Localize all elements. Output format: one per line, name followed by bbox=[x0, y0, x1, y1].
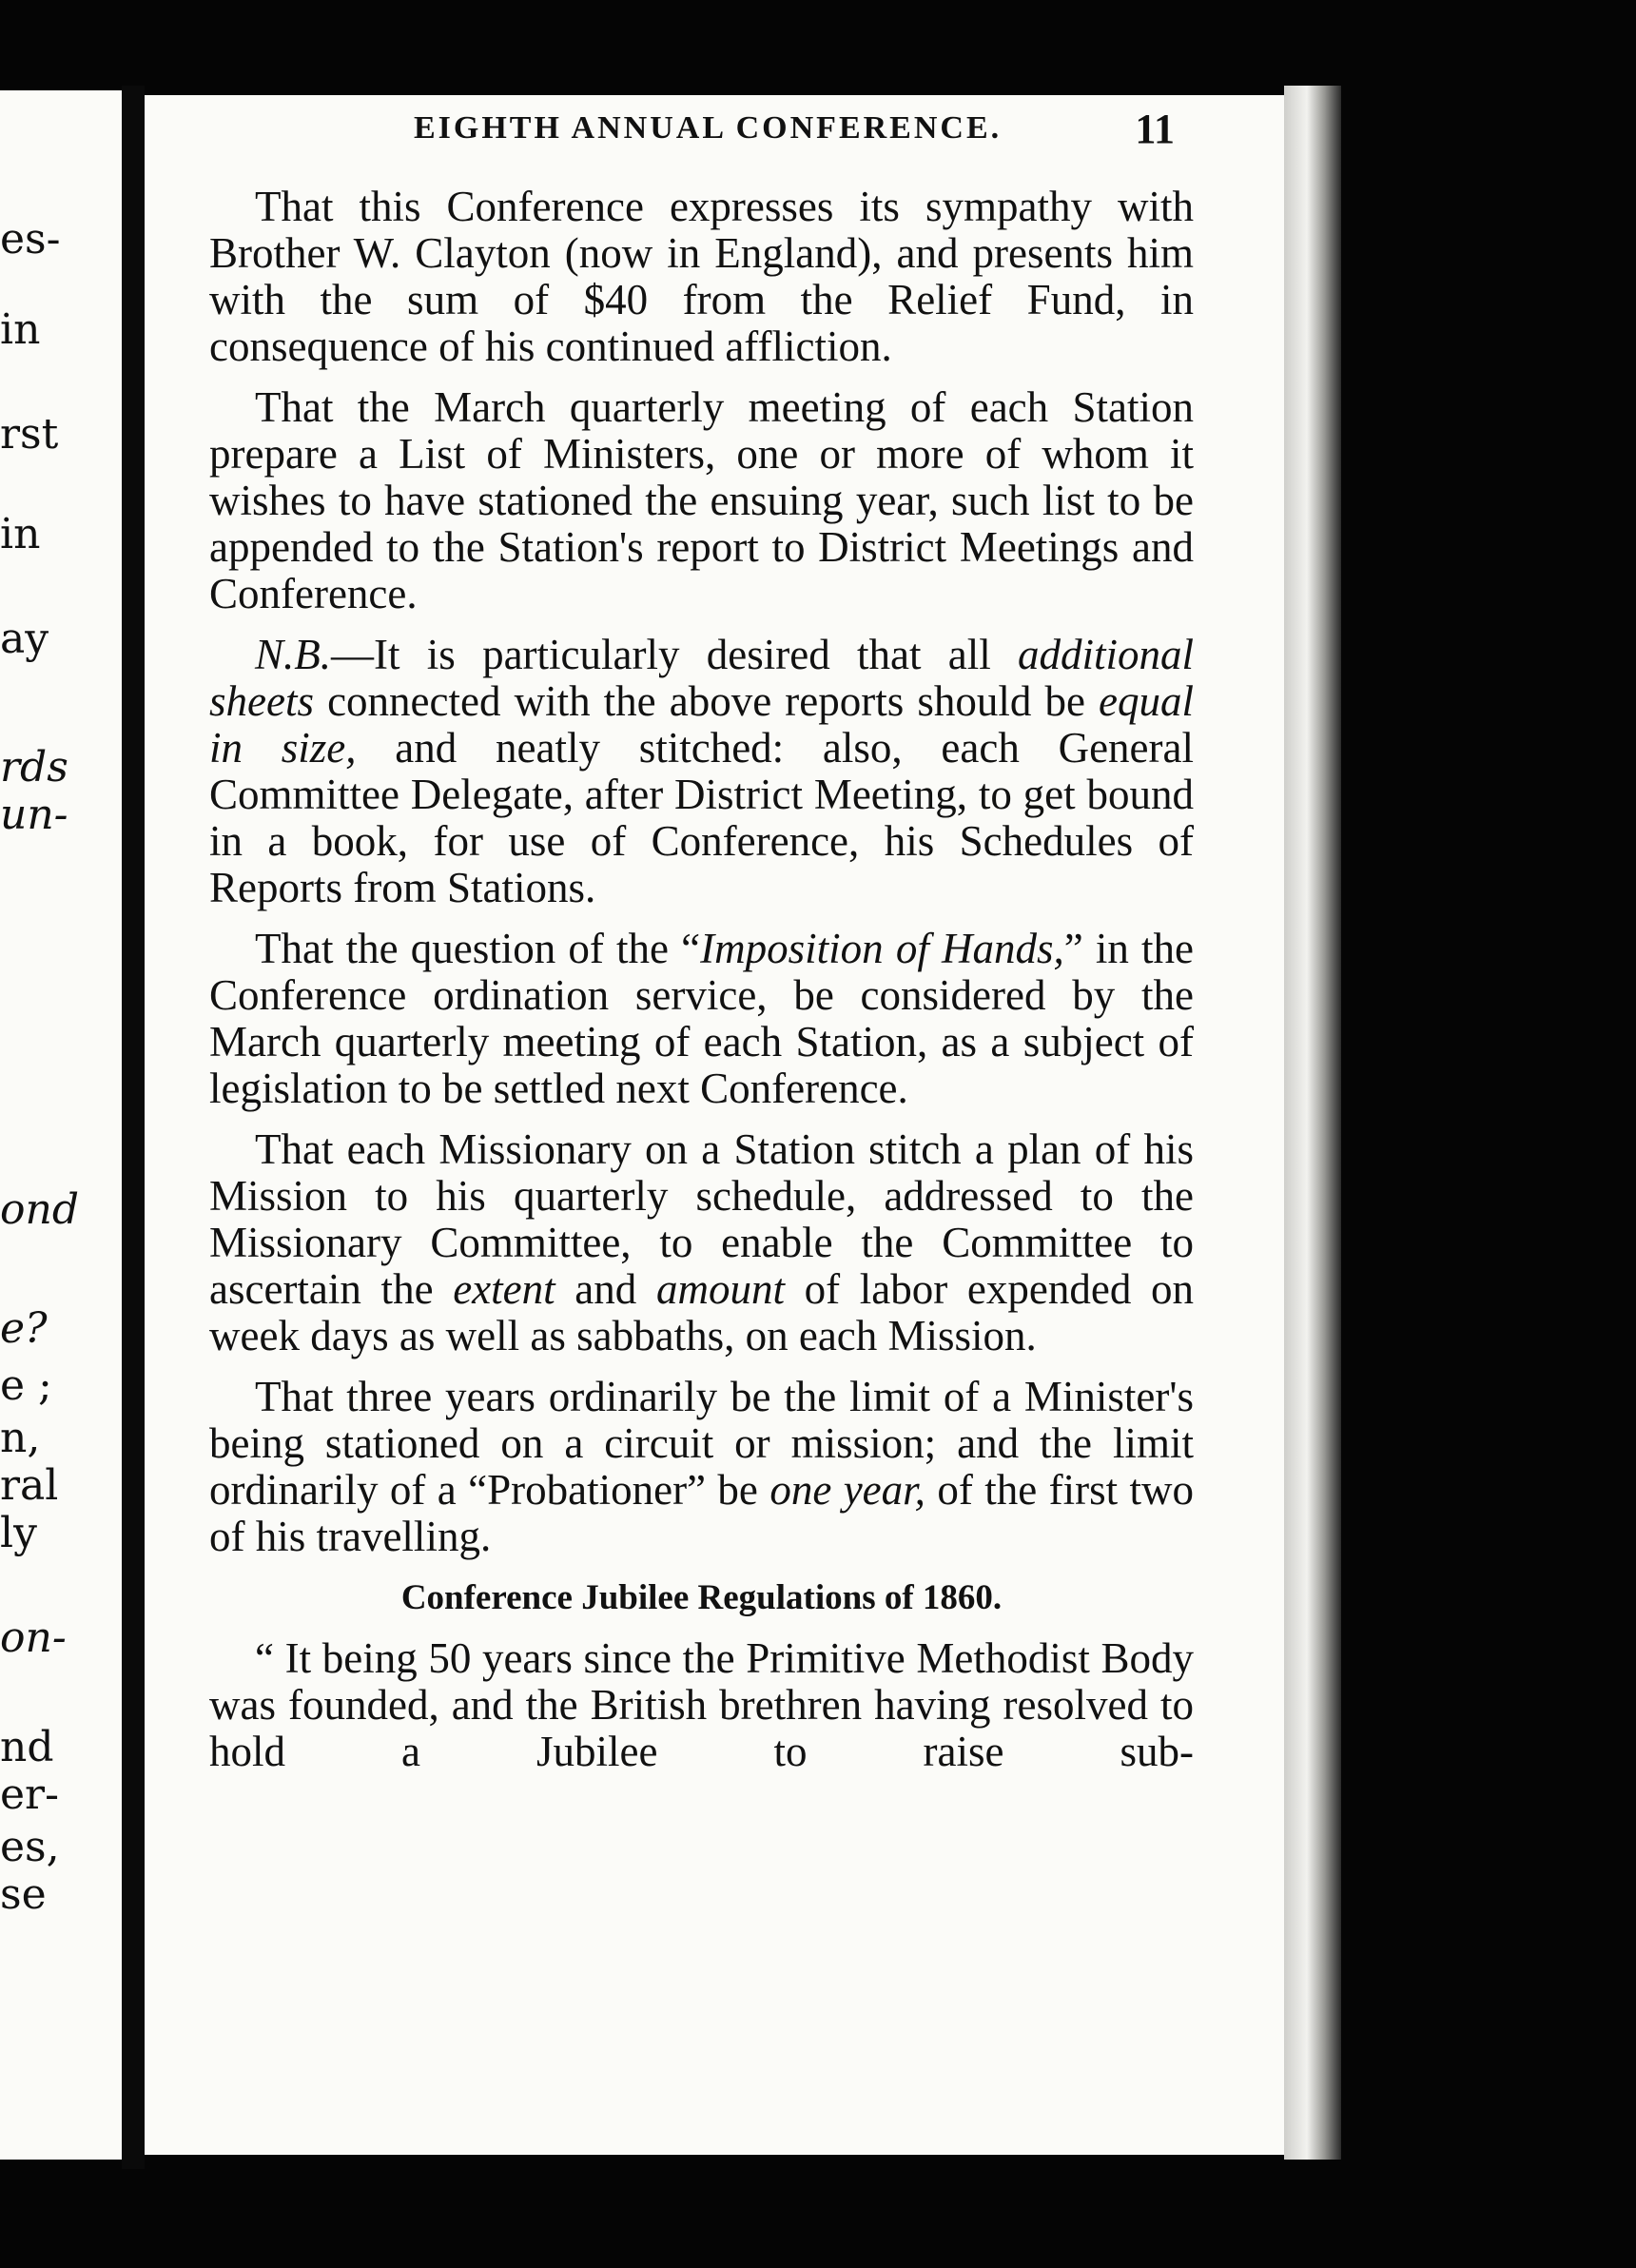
text-run: and neatly stitched: also, each General Committee Delegate, after District Meeting, to get bound in a book, for use of Conference, his Schedules of Reports from Stations. bbox=[209, 724, 1194, 911]
left-margin-text: es, bbox=[0, 1823, 60, 1871]
page-edge bbox=[1284, 86, 1341, 2160]
page-number: 11 bbox=[1135, 106, 1175, 152]
paragraph: That this Conference expresses its sympathy with Brother W. Clayton (now in England), and presents him with the sum of $40 from the Relief Fund, in consequence of his continued affliction. bbox=[209, 183, 1194, 370]
text-run: That three years ordinarily be the limit of a Minister's being stationed on a circuit or mission; and the limit ordinarily of a “Probationer” be bbox=[209, 1373, 1194, 1514]
nb-paragraph bbox=[209, 632, 1194, 911]
paragraph bbox=[209, 1126, 1194, 1359]
left-margin-text: rst bbox=[0, 410, 59, 459]
running-head bbox=[262, 105, 1175, 162]
text-run: of labor expended on week days as well as sabbaths, on each Mission. bbox=[209, 1265, 1194, 1359]
left-margin-text: n, bbox=[0, 1414, 41, 1462]
page-body bbox=[209, 184, 1194, 1789]
paragraph: “ It being 50 years since the Primitive Methodist Body was founded, and the British brethren having resolved to hold a Jubilee to raise sub- bbox=[209, 1634, 1194, 1775]
left-margin-text: es- bbox=[0, 215, 61, 264]
running-head-title: EIGHTH ANNUAL CONFERENCE. bbox=[414, 110, 1003, 146]
book-gutter bbox=[122, 86, 145, 2169]
italic-run: amount bbox=[655, 1265, 785, 1313]
italic-run: additional sheets bbox=[209, 631, 1194, 725]
italic-run: equal in size, bbox=[209, 677, 1194, 772]
left-margin-text: er- bbox=[0, 1770, 59, 1819]
paragraph: That the March quarterly meeting of each Station prepare a List of Ministers, one or more of whom it wishes to have stationed the ensuing year, such list to be appended to the Station's report to District Meetings and Conference. bbox=[209, 383, 1194, 617]
left-margin-text: in bbox=[0, 305, 41, 354]
text-run: of the first two of his travelling. bbox=[209, 1466, 1194, 1560]
left-margin-text: in bbox=[0, 510, 41, 558]
section-heading: Conference Jubilee Regulations of 1860. bbox=[400, 1578, 1003, 1617]
text-run: connected with the above reports should be bbox=[313, 677, 1100, 725]
left-margin-text: se bbox=[0, 1870, 47, 1919]
left-margin-text: ral bbox=[0, 1461, 59, 1510]
paragraph bbox=[209, 1374, 1194, 1560]
left-margin-text: on- bbox=[0, 1613, 67, 1662]
left-margin-text: nd bbox=[0, 1723, 54, 1771]
italic-run: Imposition of Hands, bbox=[700, 925, 1064, 972]
left-margin-text: un- bbox=[0, 791, 68, 839]
nb-label: N.B. bbox=[255, 631, 332, 678]
text-run: —It is particularly desired that all bbox=[331, 631, 1018, 678]
left-margin-text: ay bbox=[0, 615, 49, 663]
text-run: ” in the Conference ordination service, be considered by the March quarterly meeting of each Station, as a subject of legislation to be settled next Conference. bbox=[209, 925, 1194, 1112]
left-margin-text: rds bbox=[0, 743, 68, 792]
left-margin-text: ly bbox=[0, 1509, 37, 1557]
left-margin-text: e? bbox=[0, 1304, 48, 1353]
text-run: That the question of the “ bbox=[255, 925, 701, 972]
text-run: and bbox=[555, 1265, 656, 1313]
italic-run: one year, bbox=[769, 1466, 925, 1514]
left-margin-text: e ; bbox=[0, 1361, 52, 1410]
italic-run: extent bbox=[453, 1265, 555, 1313]
left-page-fragment bbox=[0, 90, 122, 2160]
paragraph bbox=[209, 926, 1194, 1112]
text-run: That each Missionary on a Station stitch a plan of his Mission to his quarterly schedule, addressed to the Missionary Committee, to enable the Committee to ascertain the bbox=[209, 1125, 1194, 1313]
left-margin-text: ond bbox=[0, 1185, 79, 1234]
